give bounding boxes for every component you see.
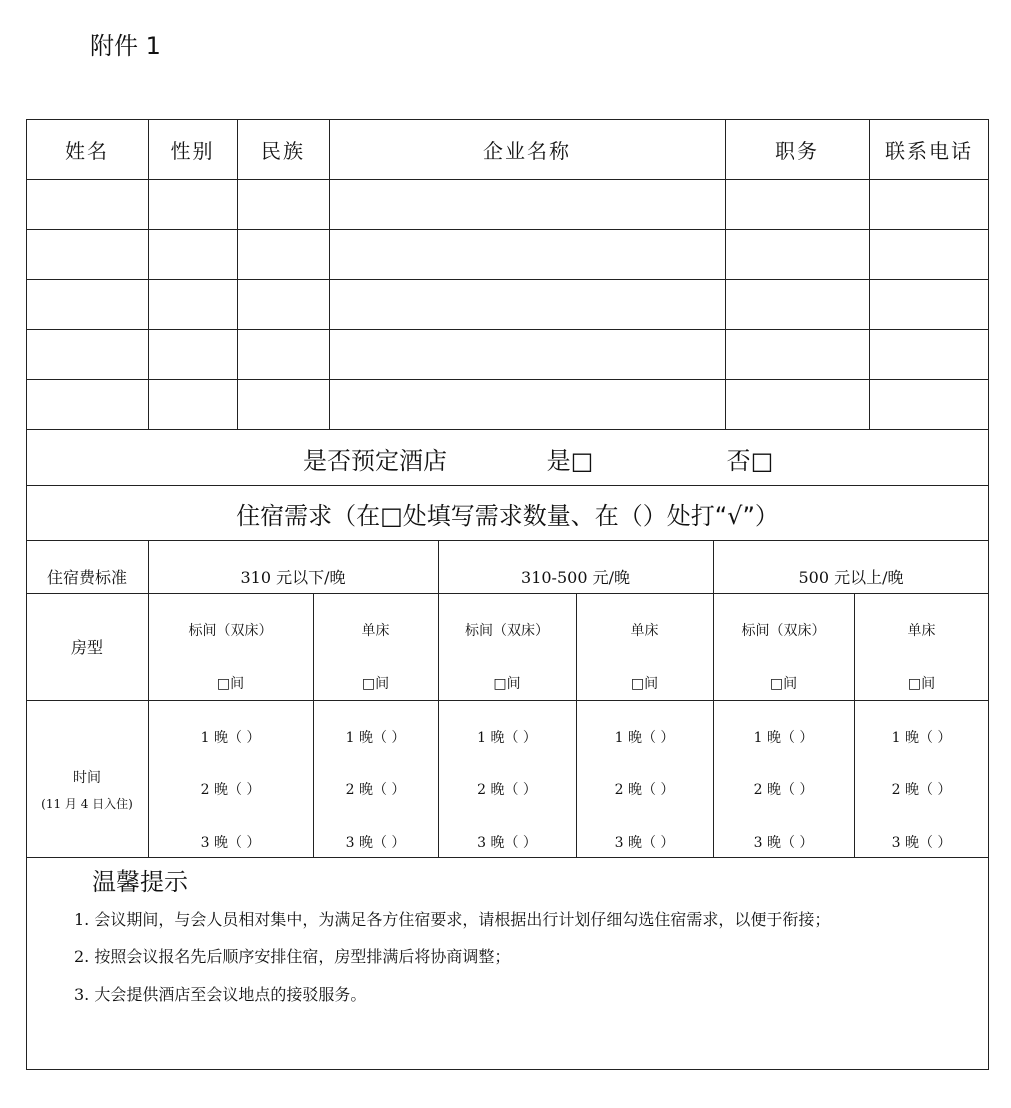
- participant-row-4[interactable]: [26, 330, 989, 379]
- price-tier-low: 310 元以下/晚: [240, 567, 346, 587]
- booking-no-checkbox[interactable]: 否□: [726, 446, 774, 475]
- night-3-option[interactable]: 3 晚（ ）: [345, 835, 406, 851]
- night-2-option[interactable]: 2 晚（ ）: [477, 782, 537, 798]
- night-1-option[interactable]: 1 晚（ ）: [345, 730, 406, 746]
- night-2-option[interactable]: 2 晚（ ）: [345, 782, 406, 798]
- room-count-field[interactable]: □间: [493, 676, 521, 692]
- check-in-note: (11 月 4 日入住): [41, 796, 133, 811]
- price-tier-mid: 310-500 元/晚: [521, 567, 630, 587]
- header-gender: 性别: [170, 138, 215, 163]
- night-2-option[interactable]: 2 晚（ ）: [614, 782, 675, 798]
- night-3-option[interactable]: 3 晚（ ）: [200, 835, 261, 851]
- night-1-option[interactable]: 1 晚（ ）: [891, 730, 952, 746]
- room-count-field[interactable]: □间: [769, 676, 798, 692]
- night-2-option[interactable]: 2 晚（ ）: [753, 782, 814, 798]
- room-type-label: 房型: [70, 638, 103, 657]
- booking-question: 是否预定酒店: [303, 446, 447, 475]
- tip-item: 2. 按照会议报名先后顺序安排住宿，房型排满后将协商调整；: [74, 947, 511, 966]
- row-divider: [26, 857, 989, 858]
- night-1-option[interactable]: 1 晚（ ）: [200, 730, 261, 746]
- header-phone: 联系电话: [885, 138, 973, 163]
- row-divider: [26, 429, 989, 430]
- header-ethnicity: 民族: [261, 138, 305, 163]
- room-type-twin: 标间（双床）: [188, 623, 273, 639]
- participant-row-5[interactable]: [26, 380, 989, 429]
- booking-yes-checkbox[interactable]: 是□: [546, 446, 594, 475]
- tips-title: 温馨提示: [92, 868, 188, 896]
- night-2-option[interactable]: 2 晚（ ）: [891, 782, 952, 798]
- room-type-twin: 标间（双床）: [465, 623, 549, 639]
- night-1-option[interactable]: 1 晚（ ）: [614, 730, 675, 746]
- room-count-field[interactable]: □间: [216, 676, 245, 692]
- tip-item: 3. 大会提供酒店至会议地点的接驳服务。: [74, 985, 367, 1004]
- participant-row-2[interactable]: [26, 230, 989, 279]
- row-divider: [26, 700, 989, 701]
- room-count-field[interactable]: □间: [361, 676, 390, 692]
- room-type-twin: 标间（双床）: [741, 623, 826, 639]
- header-name: 姓名: [65, 138, 109, 163]
- room-type-single: 单床: [630, 623, 659, 639]
- room-count-field[interactable]: □间: [630, 676, 659, 692]
- fee-label: 住宿费标准: [46, 567, 127, 587]
- accommodation-title: 住宿需求（在□处填写需求数量、在（）处打“√”）: [236, 502, 779, 530]
- participant-row-1[interactable]: [26, 180, 989, 229]
- night-3-option[interactable]: 3 晚（ ）: [891, 835, 952, 851]
- night-1-option[interactable]: 1 晚（ ）: [753, 730, 814, 746]
- participant-row-3[interactable]: [26, 280, 989, 329]
- night-2-option[interactable]: 2 晚（ ）: [200, 782, 261, 798]
- row-divider: [26, 485, 989, 486]
- night-3-option[interactable]: 3 晚（ ）: [614, 835, 675, 851]
- room-type-single: 单床: [361, 623, 390, 639]
- night-1-option[interactable]: 1 晚（ ）: [477, 730, 537, 746]
- attachment-label: 附件 1: [90, 32, 161, 60]
- night-3-option[interactable]: 3 晚（ ）: [753, 835, 814, 851]
- room-type-single: 单床: [907, 623, 936, 639]
- header-position: 职务: [775, 138, 819, 163]
- room-count-field[interactable]: □间: [907, 676, 936, 692]
- header-company: 企业名称: [483, 138, 571, 163]
- night-3-option[interactable]: 3 晚（ ）: [477, 835, 537, 851]
- time-label: 时间: [73, 770, 101, 786]
- tip-item: 1. 会议期间，与会人员相对集中，为满足各方住宿要求，请根据出行计划仔细勾选住宿需求，以便于衔接；: [74, 910, 831, 929]
- price-tier-high: 500 元以上/晚: [798, 567, 904, 587]
- row-divider: [26, 540, 989, 541]
